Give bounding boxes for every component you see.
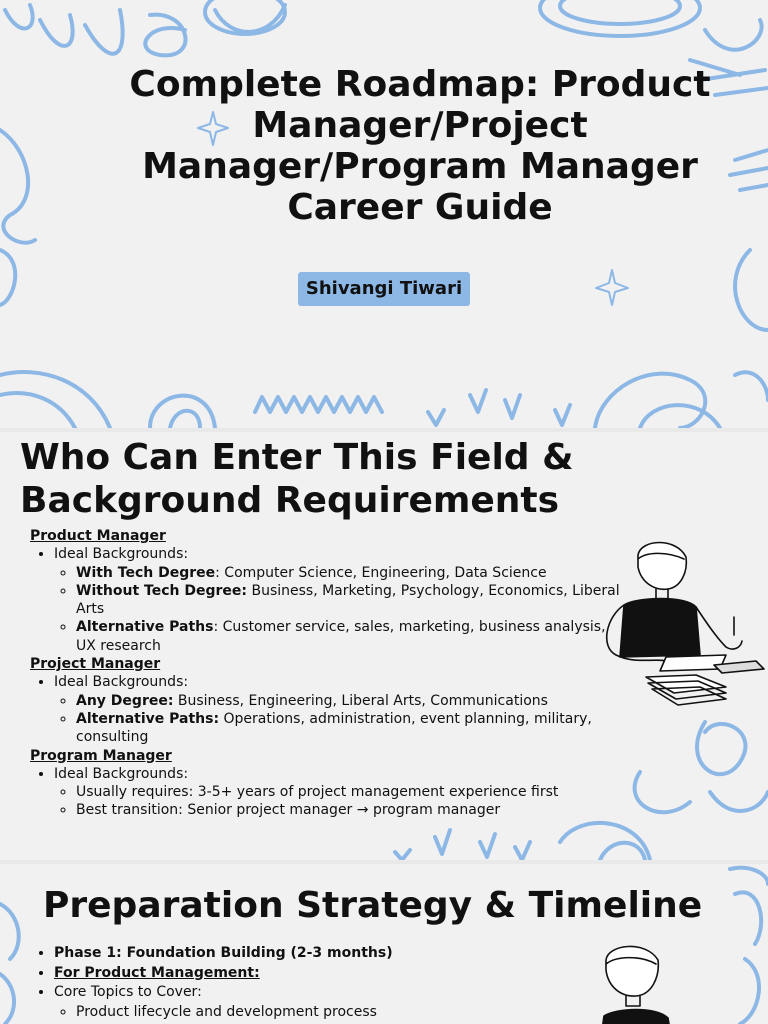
list-item: ◦ Any Degree: Business, Engineering, Liberal Arts, Communications [76, 692, 620, 710]
background-requirements-body [30, 527, 620, 820]
list-item: ◦ Alternative Paths: Customer service, sales, marketing, business analysis, UX research [76, 618, 620, 655]
person-illustration [596, 940, 686, 1024]
background-requirements-slide [0, 432, 768, 860]
section-heading: Preparation Strategy & Timeline [43, 885, 703, 926]
list-item: ◦ Alternative Paths: Operations, administration, event planning, military, consulting [76, 710, 620, 747]
program-manager-heading: Program Manager [30, 747, 172, 764]
title-slide [0, 0, 768, 428]
preparation-body [30, 944, 590, 1022]
author-badge: Shivangi Tiwari [298, 272, 470, 306]
list-item: ◦ Without Tech Degree: Business, Marketing, Psychology, Economics, Liberal Arts [76, 582, 620, 619]
section-heading: Who Can Enter This Field & Background Requirements [20, 437, 574, 521]
list-item: • Ideal Backgrounds: ◦ Any Degree: Business, Engineering, Liberal Arts, Communications ◦ Alternative Paths: Operations, administration, event planning, military, consulting [54, 673, 620, 746]
list-item: ◦ Product lifecycle and development process [76, 1003, 590, 1023]
list-item: • Ideal Backgrounds: ◦ With Tech Degree: Computer Science, Engineering, Data Science ◦ Without Tech Degree: Business, Marketing, Psychology, Economics, Liberal Arts ◦ Alternative Paths: Customer service, sales, marketing, business analysis, UX research [54, 545, 620, 655]
list-item: ◦ Best transition: Senior project manager → program manager [76, 801, 620, 819]
preparation-strategy-slide [0, 864, 768, 1024]
product-manager-heading: Product Manager [30, 528, 166, 544]
list-item: • Ideal Backgrounds: ◦ Usually requires: 3-5+ years of project management experience first ◦ Best transition: Senior project manager → program manager [54, 765, 620, 820]
list-item: • For Product Management: [54, 964, 590, 984]
list-item: • Phase 1: Foundation Building (2-3 months) [54, 944, 590, 964]
list-item: ◦ With Tech Degree: Computer Science, Engineering, Data Science [76, 564, 620, 582]
list-item: • Core Topics to Cover: ◦ Product lifecycle and development process [54, 983, 590, 1022]
document-title: Complete Roadmap: Product Manager/Project Manager/Program Manager Career Guide [129, 64, 711, 228]
person-reading-illustration [596, 537, 768, 707]
list-item: ◦ Usually requires: 3-5+ years of project management experience first [76, 783, 620, 801]
project-manager-heading: Project Manager [30, 656, 161, 673]
